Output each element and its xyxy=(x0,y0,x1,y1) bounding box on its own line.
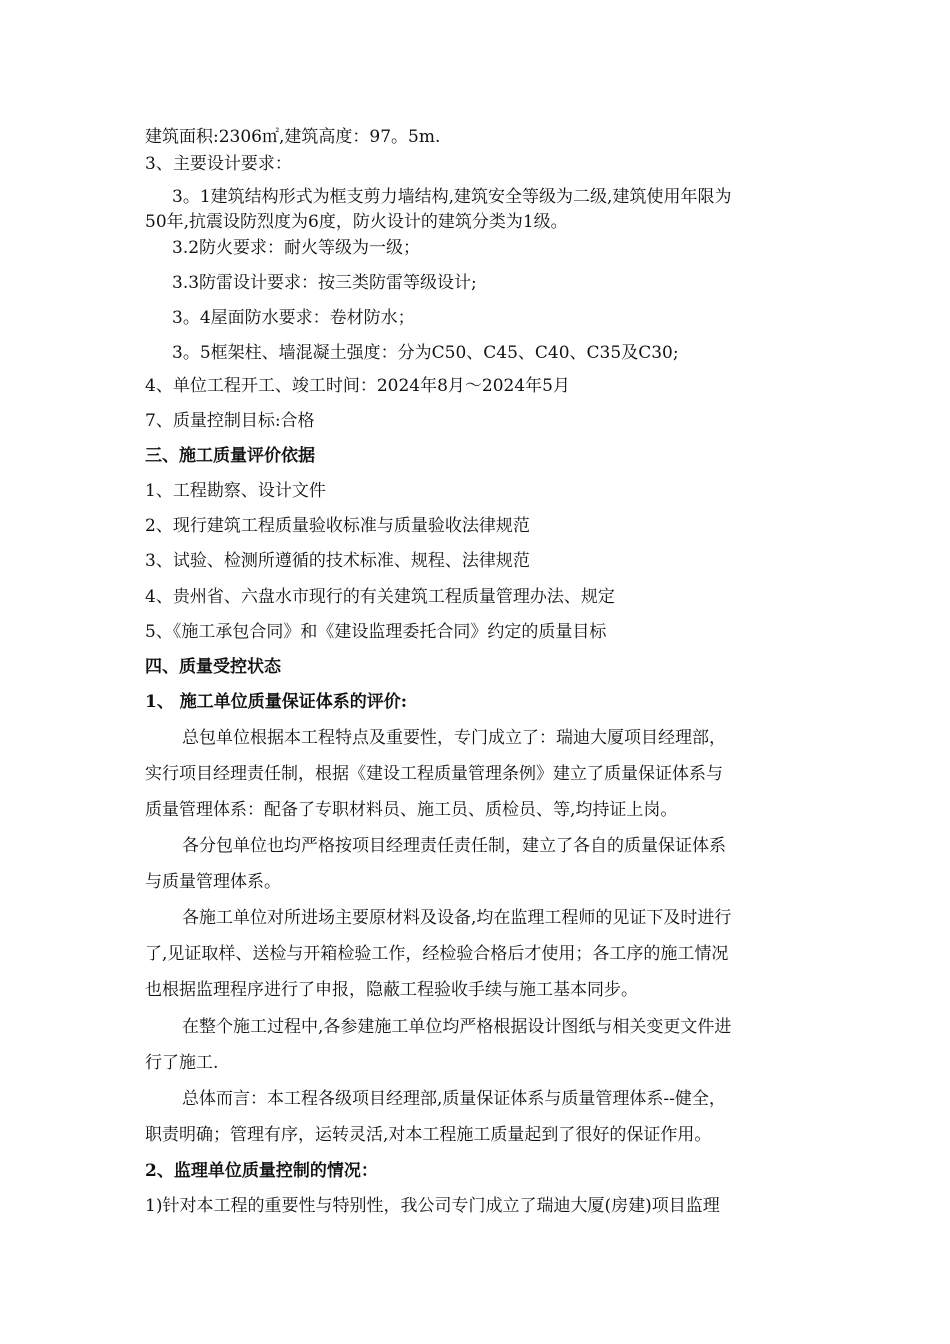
para-3-line1: 各施工单位对所进场主要原材料及设备,均在监理工程师的见证下及时进行 xyxy=(182,908,732,928)
basis-item-3: 3、试验、检测所遵循的技术标准、规程、法律规范 xyxy=(145,551,530,571)
para-6-line1: 1)针对本工程的重要性与特别性，我公司专门成立了瑞迪大厦(房建)项目监理 xyxy=(145,1196,720,1216)
text-requirement-3-5: 3。5框架柱、墙混凝土强度：分为C50、C45、C40、C35及C30; xyxy=(172,343,679,363)
para-2-line1: 各分包单位也均严格按项目经理责任责任制，建立了各自的质量保证体系 xyxy=(182,836,726,856)
para-5-line1: 总体而言：本工程各级项目经理部,质量保证体系与质量管理体系--健全， xyxy=(182,1089,726,1109)
text-quality-target: 7、质量控制目标:合格 xyxy=(145,411,315,431)
basis-item-4: 4、贵州省、六盘水市现行的有关建筑工程质量管理办法、规定 xyxy=(145,587,615,607)
text-requirement-3-1-line1: 3。1建筑结构形式为框支剪力墙结构,建筑安全等级为二级,建筑使用年限为 xyxy=(172,187,732,207)
heading-section-4: 四、质量受控状态 xyxy=(145,657,281,677)
text-requirement-3-3: 3.3防雷设计要求：按三类防雷等级设计; xyxy=(172,273,477,293)
text-requirement-3-1-line2: 50年,抗震设防烈度为6度，防火设计的建筑分类为1级。 xyxy=(145,212,568,232)
basis-item-2: 2、现行建筑工程质量验收标准与质量验收法律规范 xyxy=(145,516,530,536)
para-2-line2: 与质量管理体系。 xyxy=(145,872,281,892)
heading-section-3: 三、施工质量评价依据 xyxy=(145,446,315,466)
basis-item-1: 1、工程勘察、设计文件 xyxy=(145,481,326,501)
para-3-line3: 也根据监理程序进行了申报，隐蔽工程验收手续与施工基本同步。 xyxy=(145,980,638,1000)
basis-item-5: 5、《施工承包合同》和《建设监理委托合同》约定的质量目标 xyxy=(145,622,607,642)
para-1-line3: 质量管理体系：配备了专职材料员、施工员、质检员、等,均持证上岗。 xyxy=(145,800,678,820)
para-1-line1: 总包单位根据本工程特点及重要性，专门成立了：瑞迪大厦项目经理部， xyxy=(182,728,726,748)
para-4-line1: 在整个施工过程中,各参建施工单位均严格根据设计图纸与相关变更文件进 xyxy=(182,1017,732,1037)
para-3-line2: 了,见证取样、送检与开箱检验工作，经检验合格后才使用；各工序的施工情况 xyxy=(145,944,729,964)
para-1-line2: 实行项目经理责任制，根据《建设工程质量管理条例》建立了质量保证体系与 xyxy=(145,764,723,784)
subheading-supervision-control: 2、监理单位质量控制的情况： xyxy=(145,1161,378,1181)
para-4-line2: 行了施工. xyxy=(145,1053,219,1073)
subheading-contractor-evaluation: 1、 施工单位质量保证体系的评价: xyxy=(145,692,408,712)
text-building-area: 建筑面积:2306㎡,建筑高度：97。5m. xyxy=(145,127,441,147)
heading-design-requirements: 3、主要设计要求： xyxy=(145,154,292,174)
text-requirement-3-4: 3。4屋面防水要求：卷材防水； xyxy=(172,308,415,328)
text-construction-period: 4、单位工程开工、竣工时间：2024年8月～2024年5月 xyxy=(145,376,570,396)
para-5-line2: 职责明确；管理有序，运转灵活,对本工程施工质量起到了很好的保证作用。 xyxy=(145,1125,712,1145)
text-requirement-3-2: 3.2防火要求：耐火等级为一级； xyxy=(172,238,421,258)
